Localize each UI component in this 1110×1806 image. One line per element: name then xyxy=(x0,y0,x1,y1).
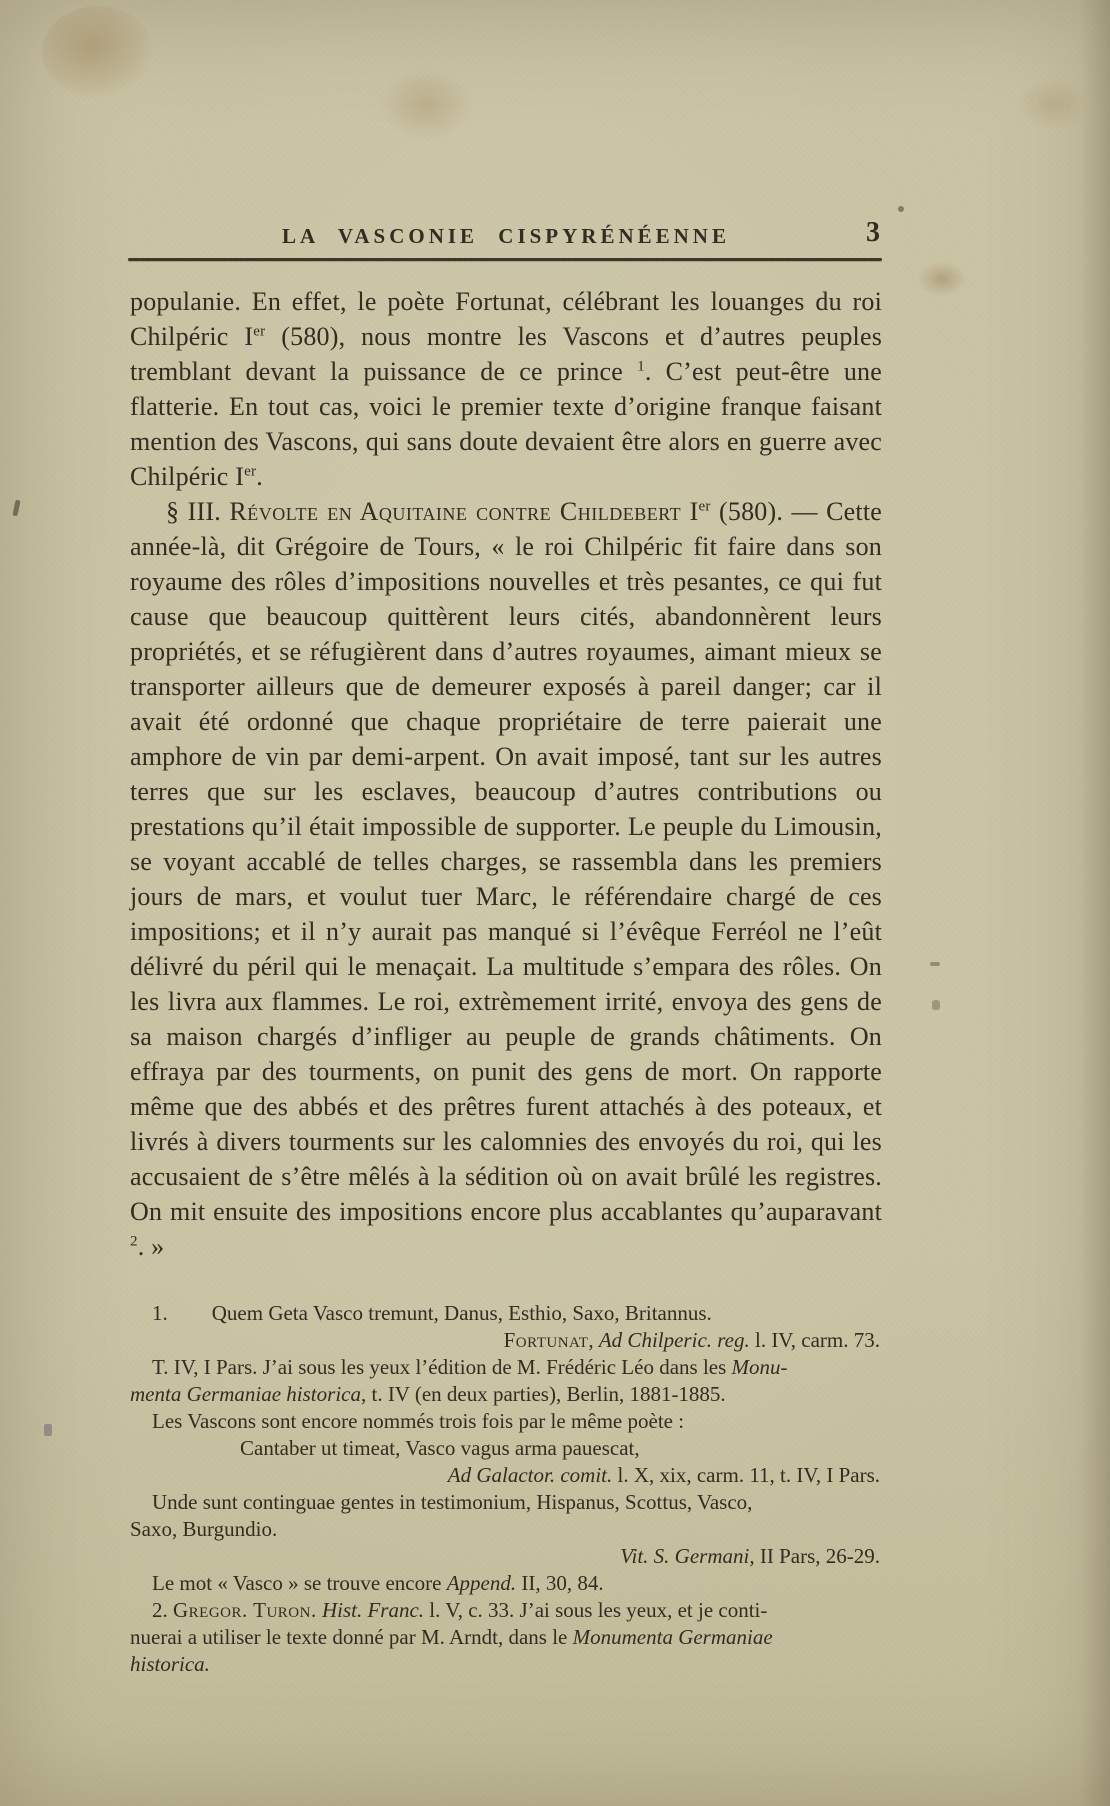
footnote-line xyxy=(130,1651,882,1678)
text-segment-normal: Quem Geta Vasco tremunt, Danus, Esthio, Saxo, Britannus. xyxy=(211,1301,712,1325)
footnote-line xyxy=(130,1381,882,1408)
text-segment-normal: Saxo, Burgundio. xyxy=(130,1517,278,1541)
text-segment-italic: Ad Chilperic. reg. xyxy=(598,1328,750,1352)
paper-stain xyxy=(378,68,474,142)
text-segment-smallcaps: Révolte en Aquitaine contre Childebert xyxy=(229,497,682,526)
text-segment-normal: , II Pars, 26-29. xyxy=(749,1544,880,1568)
text-segment-sup: er xyxy=(253,323,266,340)
footnotes xyxy=(130,1300,882,1678)
text-segment-normal: II, 30, 84. xyxy=(516,1571,604,1595)
running-header xyxy=(130,217,882,256)
text-segment-normal: Les Vascons sont encore nommés trois fois par le même poète : xyxy=(152,1409,685,1433)
text-segment-sup: 1 xyxy=(637,358,645,375)
paragraph-continuation xyxy=(130,284,882,494)
text-segment-italic: Monu- xyxy=(731,1355,788,1379)
text-segment-normal: Unde sunt continguae gentes in testimonium, Hispanus, Scottus, Vasco, xyxy=(152,1490,753,1514)
footnote-line xyxy=(130,1408,882,1435)
text-segment-smallcaps: Fortunat xyxy=(503,1328,589,1352)
text-segment-normal: , t. IV (en deux parties), Berlin, 1881-1885. xyxy=(360,1382,726,1406)
text-segment-normal: , xyxy=(588,1328,599,1352)
footnote-line xyxy=(130,1570,882,1597)
text-segment-sup: er xyxy=(698,498,711,515)
text-segment-normal: nuerai a utiliser le texte donné par M. Arndt, dans le xyxy=(130,1625,573,1649)
body-text xyxy=(130,284,882,1264)
page-number: 3 xyxy=(866,217,880,248)
text-segment-normal: (580), nous montre les Vascons et d’autres peuples tremblant devant la puissance de ce prince xyxy=(130,322,883,386)
footnote-line xyxy=(130,1435,882,1462)
footnote-line xyxy=(130,1462,882,1489)
ink-mark xyxy=(44,1424,52,1436)
text-segment-italic: Append. xyxy=(446,1571,517,1595)
text-segment-smallcaps: Gregor. Turon. xyxy=(173,1598,317,1622)
text-segment-sup: 2 xyxy=(130,1233,138,1250)
text-segment-normal: 2. xyxy=(152,1598,173,1622)
ink-mark xyxy=(932,1000,940,1010)
footnote-line xyxy=(130,1300,882,1327)
footnote-line xyxy=(130,1624,882,1651)
text-segment-normal: populanie. En effet, le poète Fortunat, célébrant les louanges du roi Chilpéric I xyxy=(130,287,882,351)
paper-stain xyxy=(918,262,966,296)
text-segment-italic: Vit. S. Germani xyxy=(620,1544,750,1568)
text-segment-normal: § III. xyxy=(166,497,230,526)
text-segment-normal: Le mot « Vasco » se trouve encore xyxy=(152,1571,447,1595)
text-segment-normal: 1. xyxy=(152,1301,168,1325)
text-segment-normal: . xyxy=(256,462,263,491)
paper-stain xyxy=(1016,78,1090,130)
text-segment-normal: l. X, xix, carm. 11, t. IV, I Pars. xyxy=(612,1463,880,1487)
footnote-line xyxy=(130,1543,882,1570)
footnote-line xyxy=(130,1354,882,1381)
text-segment-normal: l. IV, carm. 73. xyxy=(749,1328,880,1352)
text-segment-normal: . » xyxy=(137,1232,165,1261)
paper-stain xyxy=(42,6,154,98)
text-segment-italic: Monumenta Germaniae xyxy=(572,1625,773,1649)
text-segment-italic: Hist. Franc. xyxy=(321,1598,425,1622)
ink-mark xyxy=(930,962,940,966)
ink-mark xyxy=(12,500,20,517)
text-segment-italic: historica. xyxy=(130,1652,210,1676)
paragraph-section-3 xyxy=(130,494,882,1264)
text-segment-italic: menta Germaniae historica xyxy=(130,1382,361,1406)
page-edge-shadow xyxy=(1080,0,1110,1806)
header-rule xyxy=(128,258,882,261)
text-segment-normal: l. V, c. 33. J’ai sous les yeux, et je conti- xyxy=(424,1598,768,1622)
text-segment-normal: . C’est peut-être une flatterie. En tout cas, voici le premier texte d’origine franque faisant mention des Vascons, qui sans doute devaient être alors en guerre avec Chilpéric I xyxy=(130,357,882,491)
footnote-line xyxy=(130,1597,882,1624)
text-segment-italic: Ad Galactor. comit. xyxy=(447,1463,613,1487)
footnote-line xyxy=(130,1327,882,1354)
text-segment-normal: Cantaber ut timeat, Vasco vagus arma pauescat, xyxy=(240,1436,640,1460)
text-segment-normal: T. IV, I Pars. J’ai sous les yeux l’édition de M. Frédéric Léo dans les xyxy=(152,1355,732,1379)
text-segment-normal: I xyxy=(681,497,699,526)
page-title: LA VASCONIE CISPYRÉNÉENNE xyxy=(282,224,730,248)
text-segment-normal: (580). — Cette année-là, dit Grégoire de Tours, « le roi Chilpéric fit faire dans son royaume des rôles d’impositions nouvelles et très pesantes, ce qui fut cause que beaucoup quittèrent leurs cités, abandonnèrent leurs propriétés, et se réfugièrent dans d’autres royaumes, aimant mieux se transporter ailleurs que de demeurer exposés à pareil danger; car il avait été ordonné que chaque propriétaire de terre paierait une amphore de vin par demi-arpent. On avait imposé, tant sur les autres terres que sur les esclaves, beaucoup d’autres contributions ou prestations qu’il était impossible de supporter. Le peuple du Limousin, se voyant accablé de telles charges, se rassembla dans les premiers jours de mars, et voulut tuer Marc, le référendaire chargé de ces impositions; et il n’y aurait pas manqué si l’évêque Ferréol ne l’eût délivré du péril qui le menaçait. La multitude s’empara des rôles. On les livra aux flammes. Le roi, extrèmement irrité, envoya des gens de sa maison chargés d’infliger au peuple de grands châtiments. On effraya par des tourments, on punit des gens de mort. On rapporte même que des abbés et des prêtres furent attachés à des poteaux, et livrés à divers tourments sur les calomnies des envoyés du roi, qui les accusaient de s’être mêlés à la sédition où on avait brûlé les registres. On mit ensuite des impositions encore plus accablantes qu’auparavant xyxy=(130,497,882,1226)
footnote-line xyxy=(130,1516,882,1543)
footnote-line xyxy=(130,1489,882,1516)
text-segment-sup: er xyxy=(244,463,257,480)
ink-mark xyxy=(898,206,904,212)
